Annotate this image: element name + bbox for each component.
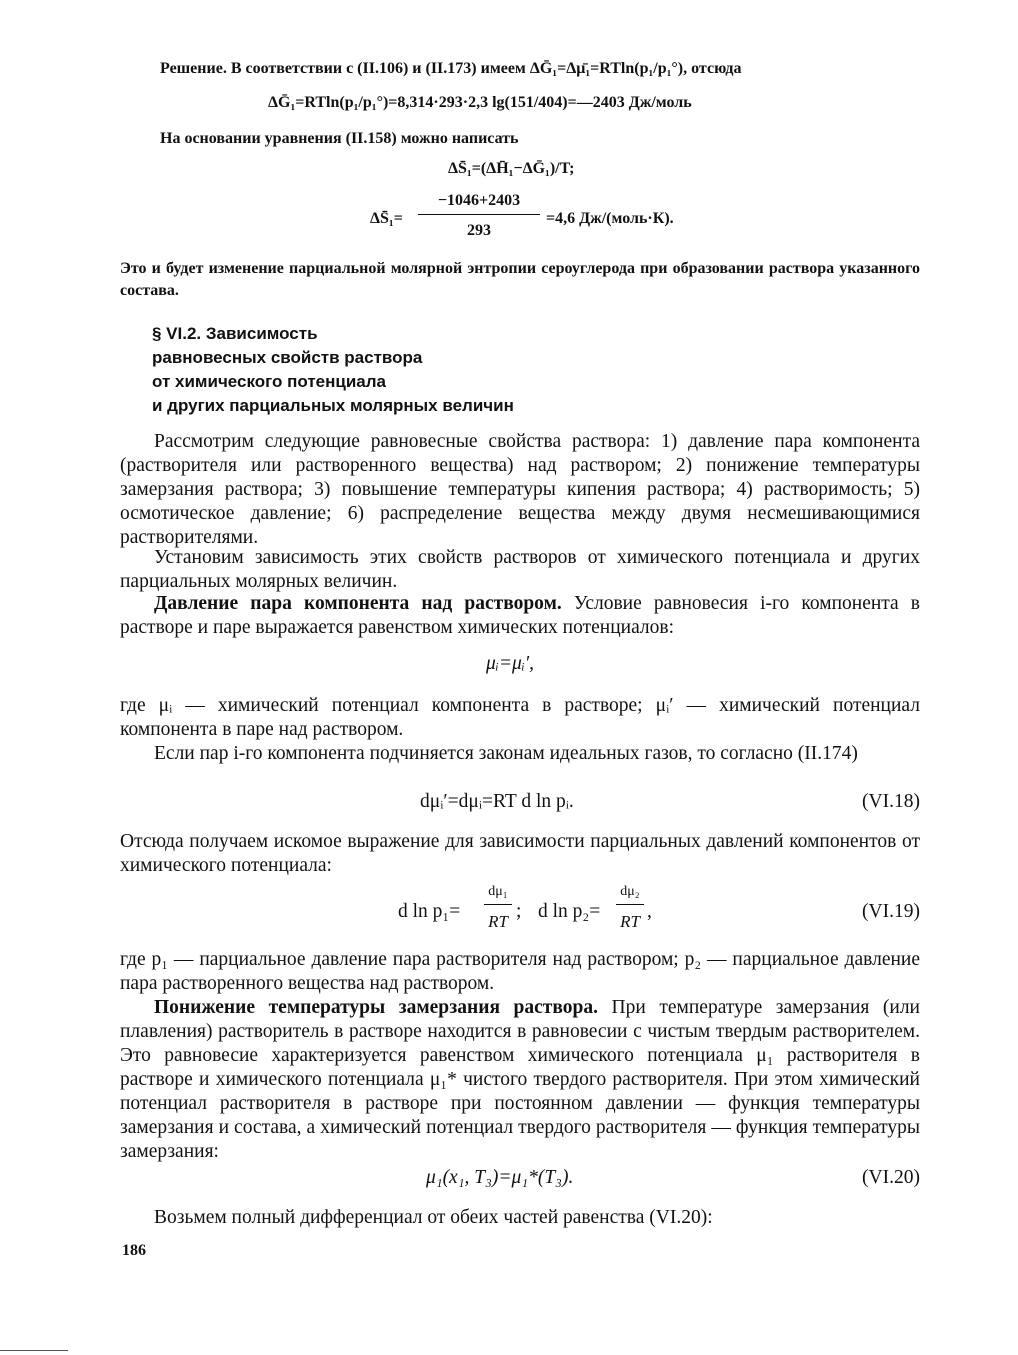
ideal-gas-paragraph: Если пар i-го компонента подчиняется законам идеальных газов, то согласно (II.174) — [154, 743, 858, 764]
where-p-paragraph: где p₁ — парциальное давление пара растворителя над раствором; p₂ — парциальное давление пара растворенного вещества над раствором. — [120, 949, 920, 994]
section-heading-line-4: и других парциальных молярных величин — [152, 396, 514, 415]
equation-vi-19-a-denominator: RT — [488, 912, 508, 931]
page-number: 186 — [122, 1242, 146, 1259]
equation-vi-19-b-numerator: dμ₂ — [620, 884, 640, 899]
where-mu-paragraph: где μᵢ — химический потенциал компонента в растворе; μᵢ′ — химический потенциал компонента в паре над раствором. — [120, 695, 920, 740]
bottom-rule — [0, 1350, 68, 1351]
freezing-heading: Понижение температуры замерзания раствора. — [154, 997, 598, 1018]
freezing-paragraph — [120, 996, 920, 1164]
intro-paragraph: Рассмотрим следующие равновесные свойства раствора: 1) давление пара компонента (растворителя или растворенного вещества) над раствором; 2) понижение температуры замерзания раствора; 3) повышение температуры кипения раствора; 4) растворимость; 5) осмотическое давление; 6) распределение вещества между двумя несмешивающимися растворителями. — [120, 431, 920, 548]
basis-text: На основании уравнения (II.158) можно написать — [160, 130, 519, 147]
solution-line-1 — [160, 58, 880, 80]
equation-number-vi-19: (VI.19) — [862, 901, 920, 922]
solution-lead: Решение. — [160, 60, 227, 77]
equation-vi-19-a-numerator: dμ₁ — [488, 884, 508, 899]
vapor-pressure-heading: Давление пара компонента над раствором. — [154, 593, 562, 614]
section-heading-line-2: равновесных свойств раствора — [152, 348, 423, 367]
equation-vi-19-a-bar — [484, 904, 512, 905]
vapor-pressure-text: Условие равновесия i-го компонента в растворе и паре выражается равенством химических потенциалов: — [120, 593, 921, 638]
section-heading-line-3: от химического потенциала — [152, 372, 387, 391]
equation-number-vi-20: (VI.20) — [862, 1167, 920, 1188]
freezing-text: При температуре замерзания (или плавления) растворитель в растворе находится в равновесии с чистым твердым растворителем. Это равновесие характеризуется равенством химического потенциала μ₁ растворителя в растворе и химического потенциала μ₁* чистого твердого растворителя. При этом химический потенциал растворителя в растворе при постоянном давлении — функция температуры замерзания и состава, а химический потенциал твердого растворителя — функция температуры замерзания: — [120, 997, 920, 1162]
equation-delta-s-right: =4,6 Дж/(моль·К). — [546, 210, 674, 227]
solution-line-1-text: В соответствии с (II.106) и (II.173) имеем ΔḠ₁=Δμ̄₁=RTln(p₁/p₁°), отсюда — [230, 60, 742, 77]
equation-vi-19-b-denominator: RT — [620, 912, 640, 931]
equation-vi-20: μ₁(x₁, T₃)=μ₁*(T₃). — [426, 1167, 574, 1188]
equation-delta-s-value — [370, 190, 730, 246]
section-heading — [152, 322, 672, 418]
equation-vi-18-row — [120, 790, 920, 818]
equation-vi-19-b-left: d ln p₂= — [538, 901, 601, 922]
section-heading-line-1: § VI.2. Зависимость — [152, 324, 318, 343]
equation-number-vi-18: (VI.18) — [862, 791, 920, 812]
equation-delta-s-left: ΔS̄₁= — [370, 210, 403, 227]
equation-vi-18: dμᵢ′=dμᵢ=RT d ln pᵢ. — [420, 791, 574, 812]
fraction-bar — [418, 214, 540, 215]
equation-delta-g: ΔḠ₁=RTln(p₁/p₁°)=8,314·293·2,3 lg(151/404)=—2403 Дж/моль — [268, 94, 692, 111]
equation-equilibrium: μᵢ=μᵢ′, — [485, 653, 535, 674]
last-paragraph: Возьмем полный дифференциал от обеих частей равенства (VI.20): — [154, 1207, 713, 1228]
fraction-denominator: 293 — [467, 222, 491, 239]
fraction-numerator: −1046+2403 — [437, 192, 521, 209]
equation-vi-20-row — [120, 1166, 920, 1194]
equation-vi-19-row — [120, 884, 920, 938]
equation-delta-s: ΔS̄₁=(ΔH̄₁−ΔḠ₁)/T; — [448, 160, 575, 177]
conclusion-paragraph: Это и будет изменение парциальной молярной энтропии сероуглерода при образовании раствора указанного состава. — [120, 260, 920, 299]
equation-vi-19-a-left: d ln p₁= — [398, 901, 461, 922]
hence-paragraph: Отсюда получаем искомое выражение для зависимости парциальных давлений компонентов от химического потенциала: — [120, 831, 920, 876]
equation-vi-19-separator: ; — [516, 901, 522, 922]
dependence-paragraph: Установим зависимость этих свойств растворов от химического потенциала и других парциальных молярных величин. — [120, 547, 920, 592]
equation-vi-19-b-bar — [616, 904, 644, 905]
equation-vi-19-end: , — [647, 901, 652, 922]
vapor-pressure-paragraph — [120, 592, 920, 640]
